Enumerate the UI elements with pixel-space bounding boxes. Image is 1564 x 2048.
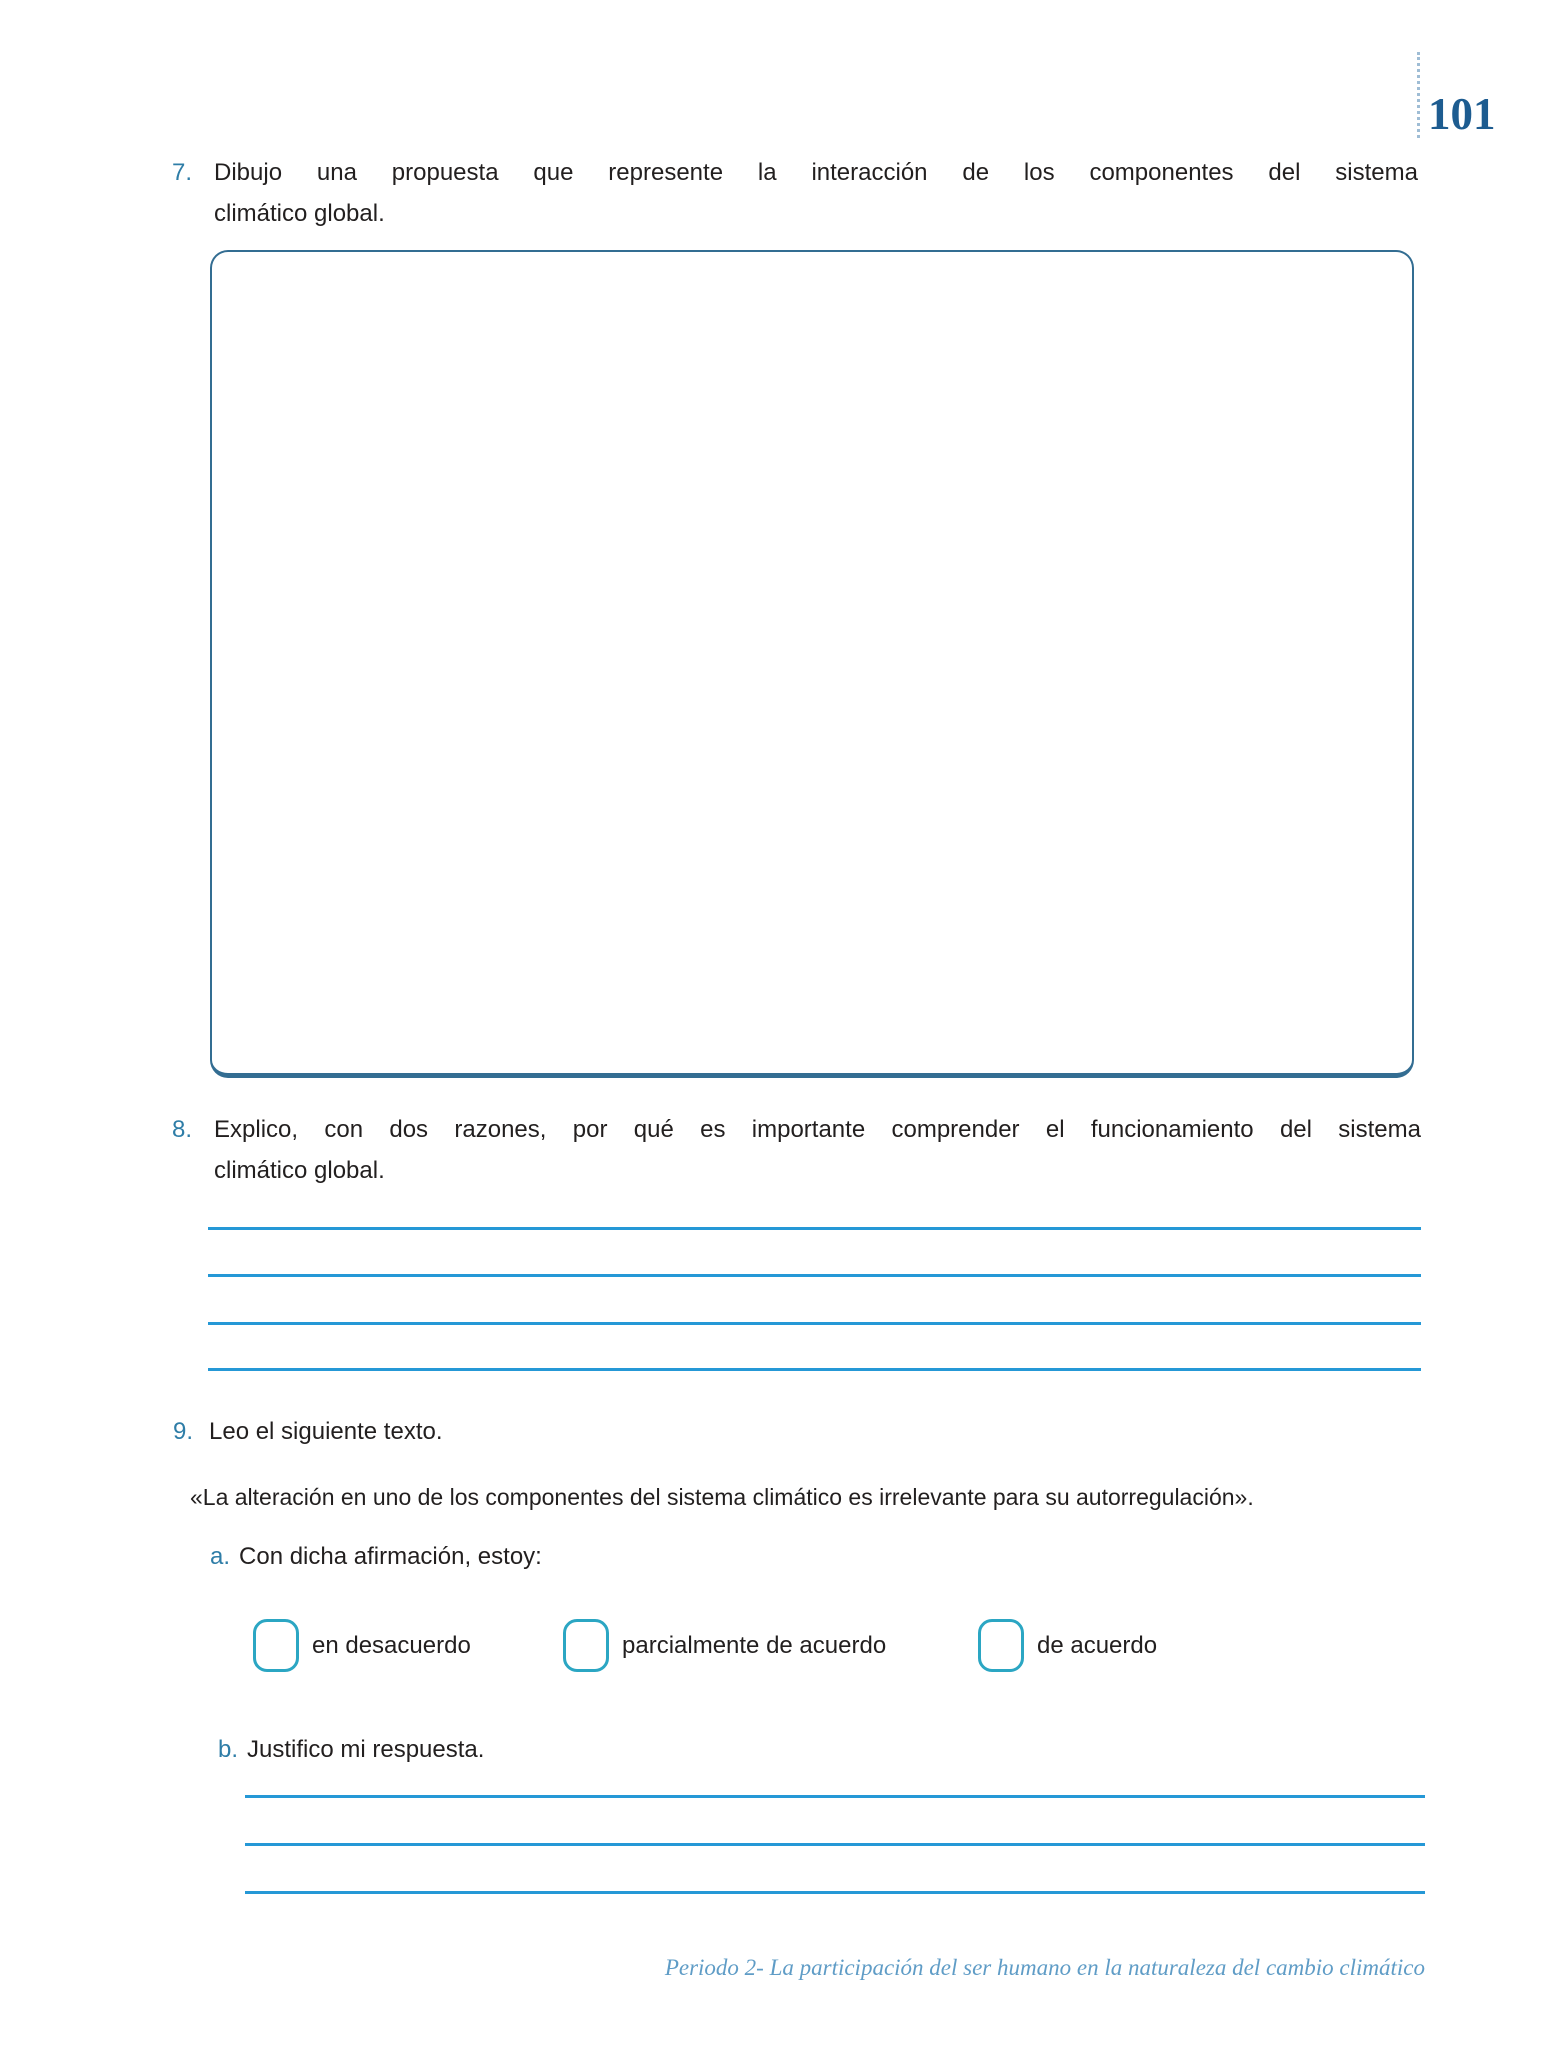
question-8-text: [214, 1109, 1421, 1191]
option-label: en desacuerdo: [312, 1631, 471, 1659]
answer-line[interactable]: [208, 1274, 1421, 1277]
question-7-line-1: Dibujo una propuesta que represente la interacción de los componentes del sistema: [214, 159, 1418, 186]
item-b-text: Justifico mi respuesta.: [247, 1736, 485, 1763]
answer-line[interactable]: [245, 1843, 1425, 1846]
question-7-number: 7.: [172, 159, 193, 186]
drawing-box[interactable]: [210, 250, 1414, 1078]
item-b: [218, 1729, 484, 1770]
question-9-text: Leo el siguiente texto.: [209, 1418, 443, 1445]
question-7-line-2: climático global.: [214, 200, 385, 227]
checkbox-en-desacuerdo[interactable]: [253, 1619, 299, 1672]
option-label: de acuerdo: [1037, 1631, 1158, 1659]
answer-line[interactable]: [208, 1322, 1421, 1325]
quote-text: «La alteración en uno de los componentes del sistema climático es irrelevante para su autorregulación».: [190, 1484, 1254, 1510]
item-a: [210, 1536, 542, 1577]
footer-text: Periodo 2- La participación del ser humano en la naturaleza del cambio climático: [664, 1955, 1425, 1980]
option-label: parcialmente de acuerdo: [622, 1631, 887, 1659]
page-edge-dotted-rule: [1417, 52, 1420, 138]
item-a-text: Con dicha afirmación, estoy:: [239, 1543, 542, 1570]
answer-line[interactable]: [245, 1795, 1425, 1798]
question-8-number: 8.: [172, 1116, 193, 1143]
option-en-desacuerdo[interactable]: [253, 1619, 471, 1672]
checkbox-de-acuerdo[interactable]: [978, 1619, 1024, 1672]
question-8-line-2: climático global.: [214, 1157, 385, 1184]
question-7-text: [214, 152, 1418, 234]
question-9-number: 9.: [173, 1418, 194, 1445]
item-a-letter: a.: [210, 1543, 231, 1570]
item-b-letter: b.: [218, 1736, 239, 1763]
question-8-line-1: Explico, con dos razones, por qué es importante comprender el funcionamiento del sistema: [214, 1116, 1421, 1143]
answer-line[interactable]: [208, 1368, 1421, 1371]
option-de-acuerdo[interactable]: [978, 1619, 1157, 1672]
option-parcialmente-de-acuerdo[interactable]: [563, 1619, 886, 1672]
checkbox-parcialmente-de-acuerdo[interactable]: [563, 1619, 609, 1672]
page-number: 101: [1428, 89, 1496, 139]
answer-line[interactable]: [245, 1891, 1425, 1894]
answer-line[interactable]: [208, 1227, 1421, 1230]
